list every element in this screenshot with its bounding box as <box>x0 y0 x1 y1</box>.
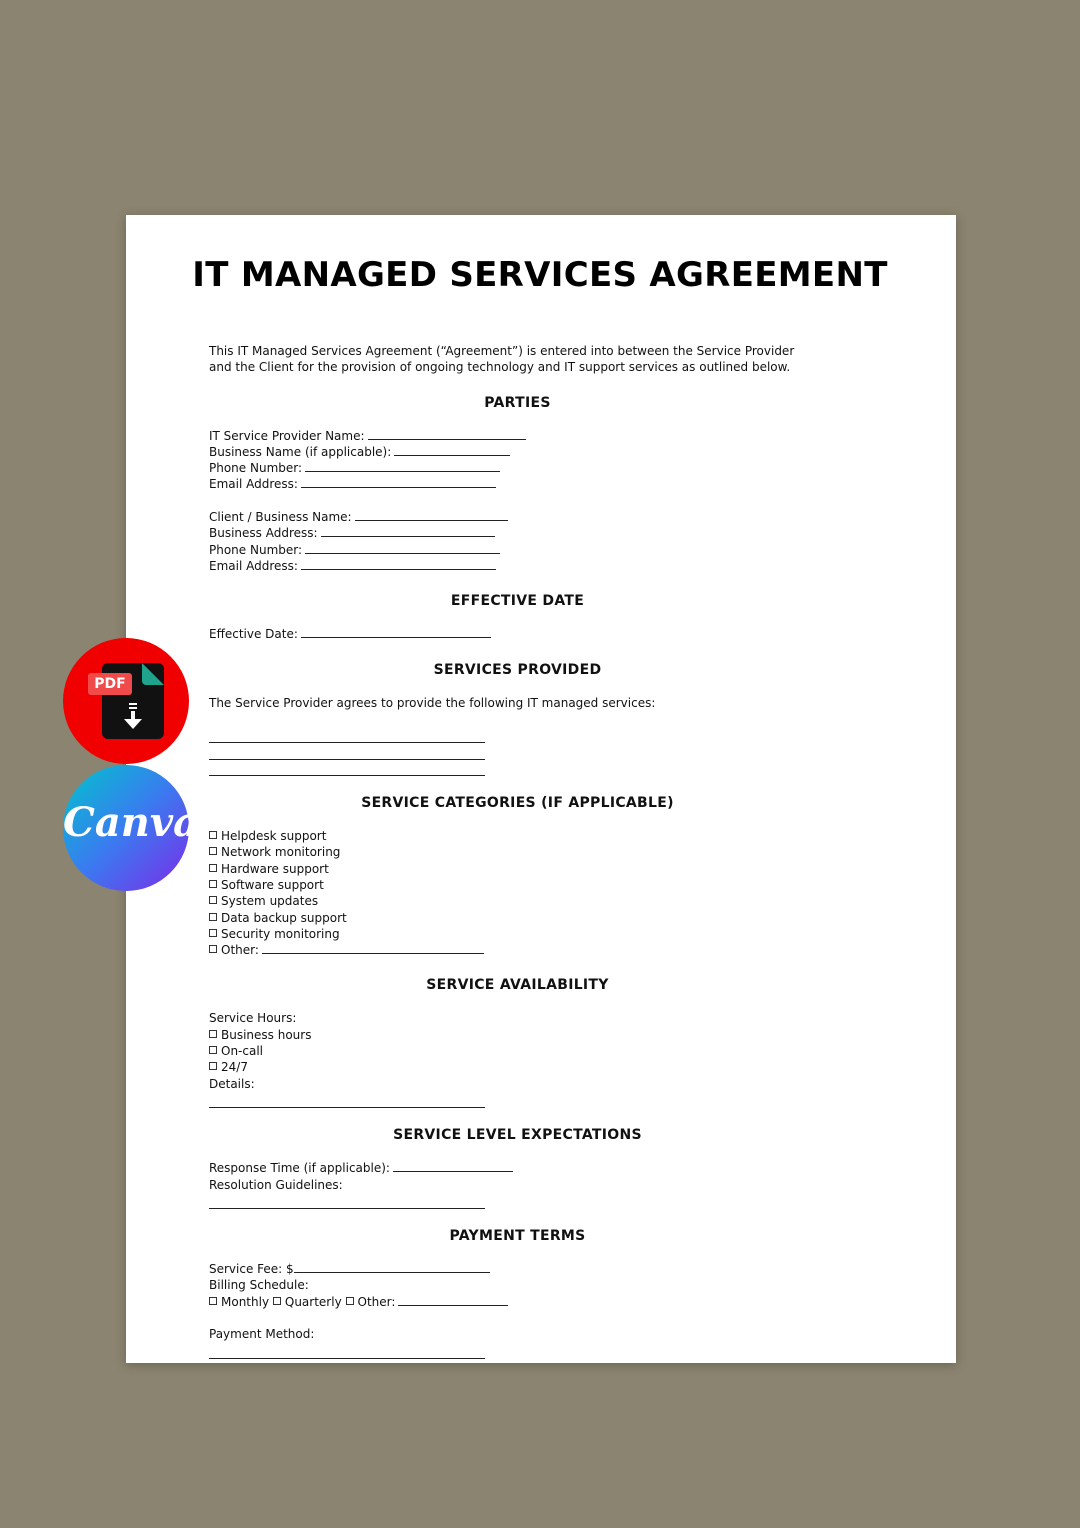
service-hours-label: Service Hours: <box>209 1011 297 1026</box>
canva-logo: Canva <box>63 799 199 846</box>
services-provided-heading: SERVICES PROVIDED <box>433 661 602 678</box>
checkbox[interactable] <box>209 929 217 937</box>
hours-business[interactable]: Business hours <box>209 1027 874 1043</box>
details-line[interactable] <box>209 1092 485 1108</box>
business-name-field[interactable]: Business Name (if applicable): <box>209 444 874 460</box>
payment-method-label: Payment Method: <box>209 1327 315 1342</box>
client-name-field[interactable]: Client / Business Name: <box>209 509 874 525</box>
intro-line-1: This IT Managed Services Agreement (“Agreement”) is entered into between the Service Provider <box>209 344 795 358</box>
services-intro-text: The Service Provider agrees to provide the following IT managed services: <box>209 695 656 710</box>
checkbox[interactable] <box>273 1297 281 1305</box>
canva-badge[interactable] <box>63 765 199 891</box>
service-level-heading: SERVICE LEVEL EXPECTATIONS <box>393 1127 642 1144</box>
billing-schedule-label: Billing Schedule: <box>209 1278 309 1293</box>
hours-oncall[interactable]: On-call <box>209 1043 874 1059</box>
service-categories-heading: SERVICE CATEGORIES (IF APPLICABLE) <box>361 795 674 812</box>
checkbox[interactable] <box>346 1297 354 1305</box>
phone-field-1[interactable]: Phone Number: <box>209 460 874 476</box>
checkbox[interactable] <box>209 831 217 839</box>
pdf-badge[interactable] <box>63 638 189 764</box>
details-label: Details: <box>209 1076 255 1091</box>
category-network[interactable]: Network monitoring <box>209 844 874 860</box>
checkbox[interactable] <box>209 896 217 904</box>
checkbox[interactable] <box>209 1062 217 1070</box>
checkbox[interactable] <box>209 864 217 872</box>
effective-date-heading: EFFECTIVE DATE <box>450 593 585 610</box>
service-availability-heading: SERVICE AVAILABILITY <box>426 977 609 994</box>
effective-date-field[interactable]: Effective Date: <box>209 626 874 642</box>
pdf-label: PDF <box>88 673 132 695</box>
payment-terms-heading: PAYMENT TERMS <box>449 1228 586 1245</box>
intro-line-2: and the Client for the provision of ongoing technology and IT support services as outlined below. <box>209 360 791 375</box>
phone-field-2[interactable]: Phone Number: <box>209 542 874 558</box>
response-time-field[interactable]: Response Time (if applicable): <box>209 1160 874 1176</box>
category-updates[interactable]: System updates <box>209 893 874 909</box>
category-backup[interactable]: Data backup support <box>209 910 874 926</box>
checkbox[interactable] <box>209 1046 217 1054</box>
service-fee-field[interactable]: Service Fee: $ <box>209 1261 874 1277</box>
services-line-1[interactable] <box>209 727 485 743</box>
category-hardware[interactable]: Hardware support <box>209 861 874 877</box>
category-software[interactable]: Software support <box>209 877 874 893</box>
resolution-line[interactable] <box>209 1193 485 1209</box>
document-title: IT MANAGED SERVICES AGREEMENT <box>192 255 888 295</box>
checkbox[interactable] <box>209 1030 217 1038</box>
category-security[interactable]: Security monitoring <box>209 926 874 942</box>
business-address-field[interactable]: Business Address: <box>209 525 874 541</box>
services-line-2[interactable] <box>209 743 485 759</box>
checkbox[interactable] <box>209 913 217 921</box>
checkbox[interactable] <box>209 1297 217 1305</box>
category-other[interactable]: Other: <box>209 942 874 958</box>
checkbox[interactable] <box>209 945 217 953</box>
email-field-1[interactable]: Email Address: <box>209 476 874 492</box>
hours-24-7[interactable]: 24/7 <box>209 1059 874 1075</box>
payment-method-line[interactable] <box>209 1343 485 1359</box>
services-line-3[interactable] <box>209 760 485 776</box>
document-body <box>209 343 874 1359</box>
email-field-2[interactable]: Email Address: <box>209 558 874 574</box>
resolution-label: Resolution Guidelines: <box>209 1177 343 1192</box>
checkbox[interactable] <box>209 847 217 855</box>
provider-name-field[interactable]: IT Service Provider Name: <box>209 428 874 444</box>
parties-heading: PARTIES <box>484 394 551 411</box>
checkbox[interactable] <box>209 880 217 888</box>
billing-options[interactable]: Monthly Quarterly Other: <box>209 1294 874 1310</box>
category-helpdesk[interactable]: Helpdesk support <box>209 828 874 844</box>
